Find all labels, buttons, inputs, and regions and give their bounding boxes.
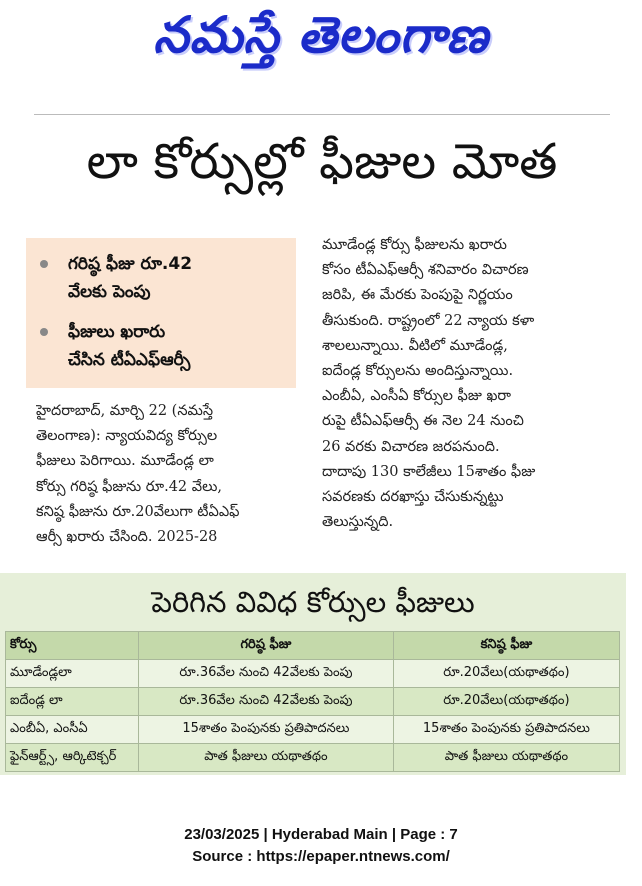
- article-line: ఆర్సీ ఖరారు చేసింది. 2025-28: [36, 529, 218, 546]
- table-cell: రూ.20వేలు(యథాతథం): [393, 688, 619, 716]
- masthead-divider: [34, 114, 610, 115]
- article-line: దాదాపు 130 కాలేజీలు 15శాతం ఫీజు: [322, 463, 536, 480]
- fee-table-title: పెరిగిన వివిధ కోర్సుల ఫీజులు: [151, 585, 475, 619]
- table-row: [6, 744, 620, 772]
- highlight-line: ఫీజులు ఖరారు: [68, 322, 166, 342]
- highlight-line: గరిష్ఠ ఫీజు రూ.42: [68, 254, 193, 274]
- table-cell: పాత ఫీజులు యథాతథం: [138, 744, 393, 772]
- edition-info: 23/03/2025 | Hyderabad Main | Page : 7: [184, 826, 458, 843]
- masthead: [0, 0, 642, 100]
- fee-table: [5, 631, 620, 772]
- article-line: కోర్సు గరిష్ఠ ఫీజును రూ.42 వేలు,: [36, 478, 222, 495]
- article-line: రుపై టీఏఎఫ్‌ఆర్సీ ఈ నెల 24 నుంచి: [322, 413, 524, 430]
- article-line: తీసుకుంది. రాష్ట్రంలో 22 న్యాయ కళా: [322, 312, 535, 329]
- bullet-icon: [40, 260, 48, 268]
- table-row: [6, 688, 620, 716]
- article-line: హైదరాబాద్, మార్చి 22 (నమస్తే: [36, 403, 214, 419]
- highlight-item: [42, 250, 287, 306]
- table-row: [6, 716, 620, 744]
- table-cell: ఎంబీఏ, ఎంసీఏ: [6, 716, 139, 744]
- article-line: కనిష్ఠ ఫీజును రూ.20వేలుగా టీఏఎఫ్: [36, 503, 240, 520]
- column-header: గరిష్ఠ ఫీజు: [138, 632, 393, 660]
- article-line: మూడేండ్ల కోర్సు ఫీజులను ఖరారు: [322, 237, 507, 253]
- table-cell: మూడేండ్లలా: [6, 660, 139, 688]
- article-line: శాలలున్నాయి. వీటిలో మూడేండ్ల,: [322, 337, 508, 354]
- highlight-line: చేసిన టీఏఎఫ్‌ఆర్సీ: [68, 350, 191, 370]
- column-header: కోర్సు: [6, 632, 139, 660]
- article-headline: లా కోర్సుల్లో ఫీజుల మోత: [86, 133, 558, 190]
- article-line: సవరణకు దరఖాస్తు చేసుకున్నట్టు: [322, 489, 504, 506]
- table-cell: పాత ఫీజులు యథాతథం: [393, 744, 619, 772]
- highlight-item: [42, 318, 287, 374]
- table-cell: రూ.36వేల నుంచి 42వేలకు పెంపు: [138, 688, 393, 716]
- table-header-row: [6, 632, 620, 660]
- table-cell: 15శాతం పెంపునకు ప్రతిపాదనలు: [138, 716, 393, 744]
- newspaper-logo: నమస్తే తెలంగాణ: [153, 6, 489, 64]
- article-line: ఫీజులు పెరిగాయి. మూడేండ్ల లా: [36, 453, 214, 470]
- highlight-line: వేలకు పెంపు: [68, 282, 151, 302]
- article-column-right: [322, 233, 600, 535]
- article-line: జరిపి, ఈ మేరకు పెంపుపై నిర్ణయం: [322, 287, 513, 304]
- column-header: కనిష్ఠ ఫీజు: [393, 632, 619, 660]
- article-line: ఐదేండ్ల కోర్సులను అందిస్తున్నాయి.: [322, 363, 514, 380]
- article-line: కోసం టీఏఎఫ్‌ఆర్సీ శనివారం విచారణ: [322, 262, 529, 279]
- article-line: ఎంబీఏ, ఎంసీఏ కోర్సుల ఫీజు ఖరా: [322, 388, 511, 405]
- article-line: 26 వరకు విచారణ జరపనుంది.: [322, 438, 500, 455]
- article-line: తెలుస్తున్నది.: [322, 514, 394, 531]
- article-column-left: [36, 399, 304, 550]
- table-cell: ఐదేండ్ల లా: [6, 688, 139, 716]
- bullet-icon: [40, 328, 48, 336]
- highlights-box: [26, 238, 296, 388]
- fee-table-section: [0, 573, 626, 775]
- source-link[interactable]: Source : https://epaper.ntnews.com/: [192, 848, 450, 865]
- table-cell: రూ.20వేలు(యథాతథం): [393, 660, 619, 688]
- table-cell: ఫైన్‌ఆర్ట్స్, ఆర్కిటెక్చర్: [6, 744, 139, 772]
- table-row: [6, 660, 620, 688]
- article-line: తెలంగాణ): న్యాయవిద్య కోర్సుల: [36, 428, 218, 445]
- table-cell: రూ.36వేల నుంచి 42వేలకు పెంపు: [138, 660, 393, 688]
- table-cell: 15శాతం పెంపునకు ప్రతిపాదనలు: [393, 716, 619, 744]
